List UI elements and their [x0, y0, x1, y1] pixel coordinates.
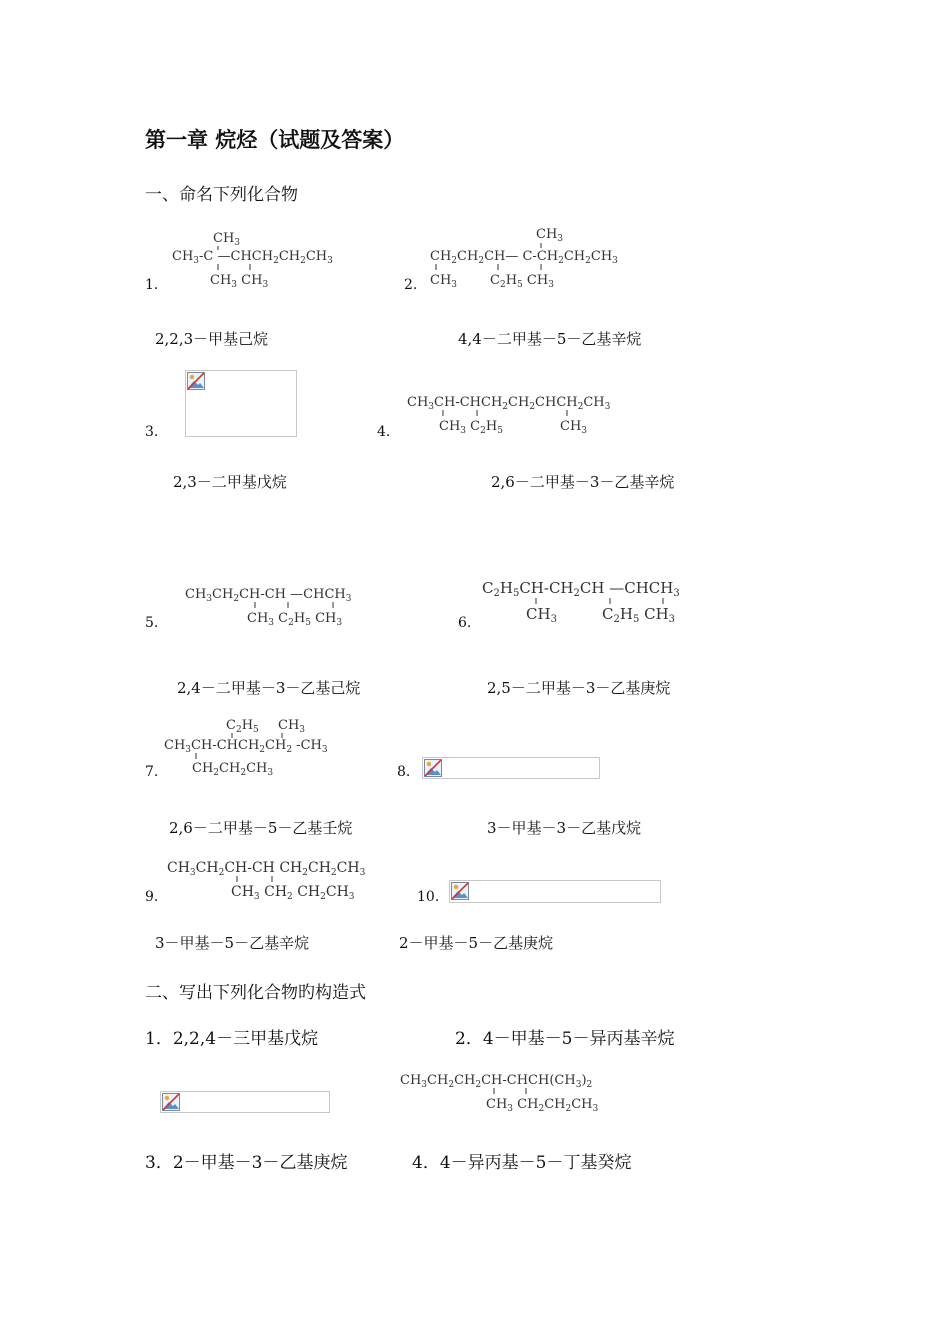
svg-text:CH3: $CH_3$ — [560, 419, 588, 436]
item-number: 5. — [145, 615, 159, 631]
item-number: 8. — [397, 764, 411, 780]
structure-8-image — [422, 757, 600, 779]
answer-structure-2-formula — [398, 1068, 638, 1116]
structure-6-formula — [480, 575, 730, 630]
answer-8: 3－甲基－3－乙基戊烷 — [487, 819, 642, 837]
structure-4-formula — [405, 390, 655, 438]
answer-2: 4,4－二甲基－5－乙基辛烷 — [458, 330, 642, 348]
svg-text:CH3: $CH_3$ — [536, 227, 564, 244]
svg-text:CH3CH-CHCH2CH2 -CH3: $CH_3CH-CHCH_2CH_2$ $-CH_3$ — [164, 738, 328, 755]
broken-image-icon — [451, 882, 469, 900]
svg-text:CH2CH2CH3: $CH_2CH_2CH_3$ — [192, 761, 274, 778]
answer-1: 2,2,3－甲基己烷 — [155, 330, 269, 348]
structure-10-image — [449, 880, 661, 903]
answer-6: 2,5－二甲基－3－乙基庚烷 — [487, 679, 671, 697]
svg-text:CH3: $CH_3$ — [526, 605, 557, 625]
svg-text:CH3 C2H5 CH3: $CH_3$ $C_2H_5$ $CH_3$ — [247, 611, 343, 628]
structure-7-formula — [162, 715, 362, 781]
answer-3: 2,3－二甲基戊烷 — [173, 473, 287, 491]
answer-5: 2,4－二甲基－3－乙基己烷 — [177, 679, 361, 697]
answer-9: 3－甲基－5－乙基辛烷 — [155, 934, 310, 952]
broken-image-icon — [187, 372, 205, 390]
structure-5-formula — [183, 582, 393, 630]
item-number: 2. — [404, 277, 418, 293]
section-2-item-3: 3．2－甲基－3－乙基庚烷 — [145, 1153, 348, 1173]
item-number: 7. — [145, 764, 159, 780]
structure-2-formula — [428, 222, 658, 292]
section-2-item-4: 4．4－异丙基－5－丁基癸烷 — [412, 1153, 632, 1173]
section-2-item-2: 2．4－甲基－5－异丙基辛烷 — [455, 1029, 675, 1049]
svg-text:CH3 CH2 CH2CH3: $CH_3$ $CH_2$ $CH_2CH_3$ — [231, 884, 355, 902]
answer-10: 2－甲基－5－乙基庚烷 — [399, 934, 554, 952]
svg-text:CH3 C2H5: $CH_3$ $C_2H_5$ — [439, 419, 503, 436]
item-number: 10. — [417, 889, 440, 905]
broken-image-icon — [424, 759, 442, 777]
section-1-heading: 一、命名下列化合物 — [145, 185, 298, 205]
page-title: 第一章 烷烃（试题及答案） — [145, 127, 405, 152]
item-number: 6. — [458, 615, 472, 631]
section-2-item-1: 1．2,2,4－三甲基戊烷 — [145, 1029, 319, 1049]
answer-structure-1-image — [160, 1091, 330, 1113]
svg-text:CH3CH2CH-CH CH2CH2CH3: $CH_3CH_2CH-CH$ $CH_2CH_2CH_3$ — [167, 860, 366, 878]
item-number: 9. — [145, 889, 159, 905]
svg-text:CH3CH2CH2CH-CHCH(CH3)2: $CH_3CH_2CH_2CH-CHCH(CH_3)_2$ — [400, 1073, 593, 1090]
answer-7: 2,6－二甲基－5－乙基壬烷 — [169, 819, 353, 837]
svg-text:CH3-C —CHCH2CH2CH3: $CH_3-C$ $—CHCH_2CH_2CH_3$ — [172, 249, 333, 266]
broken-image-icon — [162, 1093, 180, 1111]
svg-text:CH3: $CH_3$ — [278, 718, 306, 735]
svg-text:CH3: $CH_3$ — [213, 231, 241, 248]
svg-text:C2H5 CH3: $C_2H_5$ $CH_3$ — [490, 273, 554, 290]
svg-text:C2H5 CH3: $C_2H_5$ $CH_3$ — [602, 605, 676, 625]
structure-9-formula — [165, 855, 405, 905]
structure-1-formula — [170, 228, 370, 294]
item-number: 4. — [377, 424, 391, 440]
svg-text:C2H5: $C_2H_5$ — [226, 718, 259, 735]
item-number: 3. — [145, 424, 159, 440]
svg-text:CH3 CH2CH2CH3: $CH_3$ $CH_2CH_2CH_3$ — [486, 1097, 599, 1114]
svg-text:CH3CH-CHCH2CH2CHCH2CH3: $CH_3CH-CHCH_2CH_2CHCH_2CH_3$ — [407, 395, 611, 412]
answer-4: 2,6－二甲基－3－乙基辛烷 — [491, 473, 675, 491]
svg-text:C2H5CH-CH2CH —CHCH3: $C_2H_5CH-CH_2CH$ $—CHCH_3$ — [482, 579, 680, 599]
svg-text:CH3 CH3: $CH_3$ $CH_3$ — [210, 273, 269, 290]
svg-text:CH2CH2CH— C-CH2CH2CH3: $CH_2CH_2CH—$ $C-CH_2CH_2CH_3$ — [430, 249, 618, 266]
svg-text:CH3: $CH_3$ — [430, 273, 458, 290]
svg-text:CH3CH2CH-CH —CHCH3: $CH_3CH_2CH-CH$ $—CHCH_3$ — [185, 587, 352, 604]
structure-3-image — [185, 370, 297, 437]
section-2-heading: 二、写出下列化合物旳构造式 — [145, 983, 366, 1003]
item-number: 1. — [145, 277, 159, 293]
